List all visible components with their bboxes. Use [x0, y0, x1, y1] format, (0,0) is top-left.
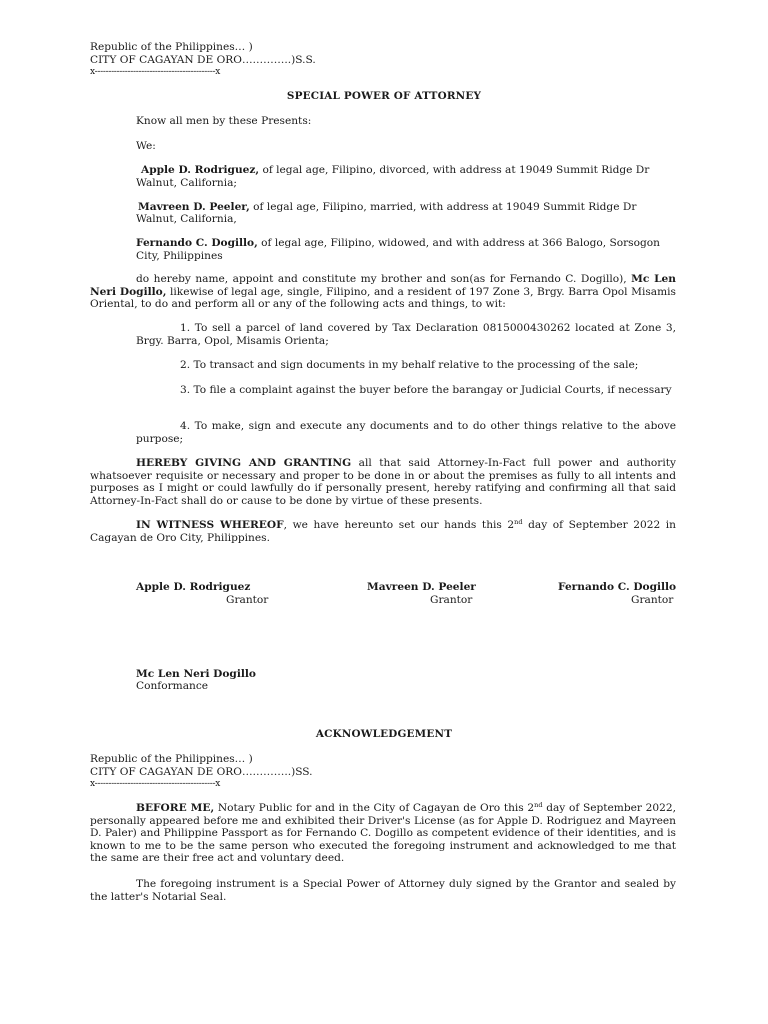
we-line: We:: [136, 140, 156, 152]
witness-paragraph: [90, 519, 676, 544]
signature-2-role: Grantor: [430, 594, 473, 606]
document-title: SPECIAL POWER OF ATTORNEY: [286, 90, 482, 102]
signature-3-role: Grantor: [631, 594, 674, 606]
item-1: [136, 322, 676, 347]
grantor-3-details: of legal age, Filipino, widowed, and with address at 366 Balogo, Sorsogon: [257, 237, 660, 249]
signature-2-name: Mavreen D. Peeler: [367, 581, 476, 593]
before-me-text-1: Notary Public for and in the City of Cagayan de Oro this 2: [214, 802, 535, 814]
grantor-2-name: Mavreen D. Peeler,: [138, 201, 250, 213]
before-me-text-2: day of September 2022, personally appeared before me and exhibited their Driver's License (as for Apple D. Rodriguez and Mayreen D. Paler) and Philippine Passport as for Fernando C. Dogillo as competent evidence of their identities, and is known to me to be the same person who executed the foregoing instrument and acknowledged to me that the same are their free act and voluntary deed.: [90, 802, 676, 865]
grantor-3-line2: City, Philippines: [136, 250, 223, 262]
grantor-2-line1: [138, 201, 636, 214]
item-3: [136, 384, 676, 397]
grantor-1-line2: Walnut, California;: [136, 177, 237, 189]
conformance-role: Conformance: [136, 680, 209, 692]
appointment-text-1: do hereby name, appoint and constitute my brother and son(as for Fernando C. Dogillo),: [136, 273, 632, 285]
signature-1-name: Apple D. Rodriguez: [136, 581, 251, 593]
attorney-in-fact-name: Mc Len Neri Dogillo,: [90, 273, 676, 298]
item-1-line1: 1. To sell a parcel of land covered by Tax Declaration 0815000430262 located at Zone 3,: [180, 322, 676, 334]
granting-paragraph: [90, 457, 676, 507]
grantor-1-details: of legal age, Filipino, divorced, with address at 19049 Summit Ridge Dr: [259, 164, 650, 176]
item-2: 2. To transact and sign documents in my behalf relative to the processing of the sale;: [180, 359, 639, 371]
item-3-line1: 3. To file a complaint against the buyer before the barangay or Judicial Courts, if: [180, 384, 615, 396]
intro-line: Know all men by these Presents:: [136, 115, 312, 127]
header-republic: Republic of the Philippines… ): [90, 41, 253, 53]
grantor-2-line2: Walnut, California,: [136, 213, 237, 225]
before-me-paragraph: [90, 802, 676, 865]
grantor-3-line1: [136, 237, 660, 250]
ack-header-city: CITY OF CAGAYAN DE ORO…………..)SS.: [90, 766, 313, 778]
grantor-2-details: of legal age, Filipino, married, with address at 19049 Summit Ridge Dr: [249, 201, 637, 213]
before-me-lead: BEFORE ME,: [136, 802, 215, 814]
signature-3-name: Fernando C. Dogillo: [558, 581, 677, 593]
granting-lead: HEREBY GIVING AND GRANTING: [136, 457, 352, 469]
item-4-line2: purpose;: [136, 432, 184, 445]
signature-1-role: Grantor: [226, 594, 269, 606]
appointment-paragraph: [90, 273, 676, 311]
acknowledgement-title: ACKNOWLEDGEMENT: [315, 728, 453, 740]
witness-ordinal: nd: [514, 518, 523, 526]
witness-text-1: , we have hereunto set our hands this 2: [283, 519, 515, 531]
header-city: CITY OF CAGAYAN DE ORO…………..)S.S.: [90, 54, 316, 66]
closing-paragraph: The foregoing instrument is a Special Power of Attorney duly signed by the Grantor and sealed by the latter's Notarial Seal.: [90, 878, 676, 903]
ack-header-divider: x--------------------------------------------x: [90, 779, 220, 789]
item-1-line2: Brgy. Barra, Opol, Misamis Orienta;: [136, 334, 329, 347]
appointment-text-2: likewise of legal age, single, Filipino, and a resident of 197 Zone 3, Brgy. Barra Opol Misamis Oriental, to do and perform all or any of the following acts and things, to wit:: [90, 285, 676, 311]
granting-text: all that said Attorney-In-Fact full power and authority whatsoever requisite or necessary and proper to be done in or about the premises as fully to all intents and purposes as I might or could lawfully do if personally present, hereby ratifying and confirming all that said Attorney-In-Fact shall do or cause to be done by virtue of these presents.: [90, 457, 676, 507]
item-3-line2: necessary: [618, 384, 672, 396]
before-me-ordinal: nd: [534, 801, 543, 809]
grantor-1-name: Apple D. Rodriguez,: [141, 164, 260, 176]
grantor-3-name: Fernando C. Dogillo,: [136, 237, 258, 249]
conformance-name: Mc Len Neri Dogillo: [136, 668, 256, 680]
item-4-line1: 4. To make, sign and execute any documents and to do other things relative to the above: [180, 420, 676, 432]
witness-text-2: day of September 2022 in Cagayan de Oro City, Philippines.: [90, 519, 677, 544]
item-4: [136, 420, 676, 445]
ack-header-republic: Republic of the Philippines… ): [90, 753, 253, 765]
witness-lead: IN WITNESS WHEREOF: [136, 519, 284, 531]
grantor-1-line1: [141, 164, 649, 177]
header-divider: x--------------------------------------------x: [90, 67, 220, 77]
